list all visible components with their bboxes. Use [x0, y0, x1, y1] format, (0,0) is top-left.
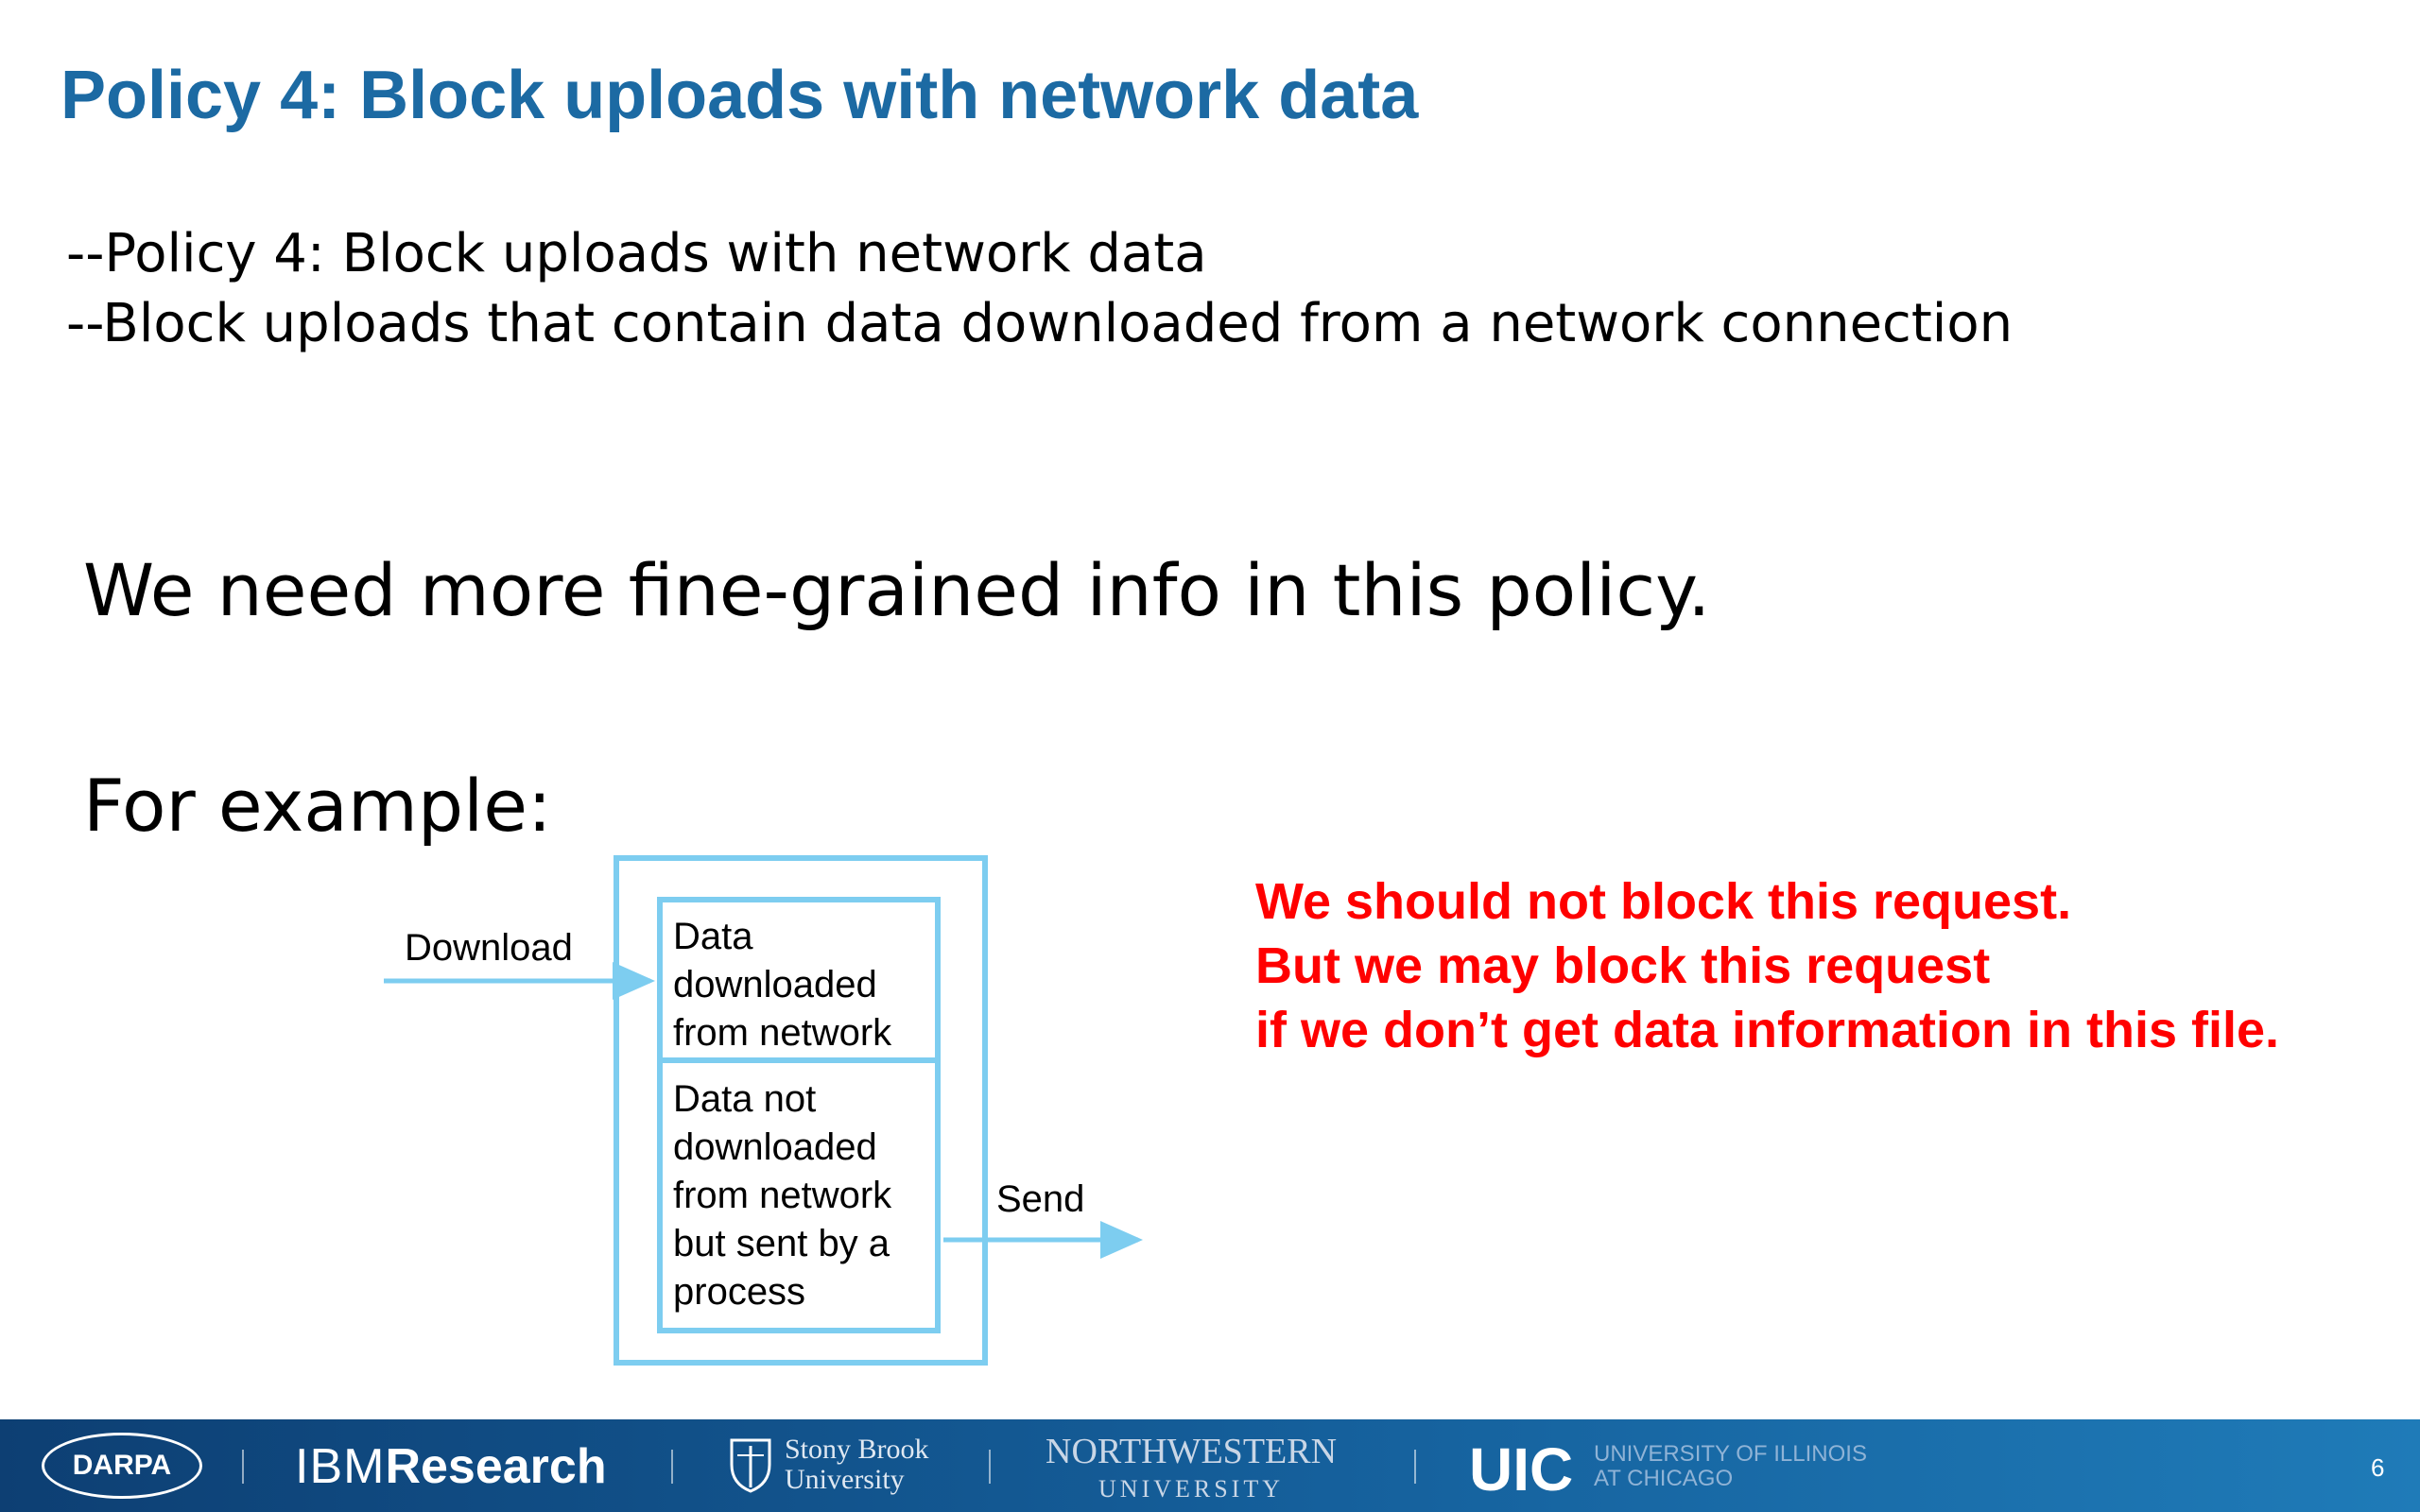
- ibm-logo-text: IBM: [295, 1439, 386, 1494]
- download-label: Download: [405, 927, 573, 969]
- bottom-box-line: Data not: [673, 1078, 817, 1120]
- northwestern-university: UNIVERSITY: [1098, 1475, 1285, 1503]
- stony-brook-shield-icon: [728, 1436, 773, 1495]
- northwestern-name: NORTHWESTERN: [1046, 1432, 1338, 1471]
- ibm-research-logo: [295, 1438, 607, 1495]
- northwestern-logo: [1046, 1433, 1337, 1508]
- bottom-box-line: downloaded: [673, 1126, 877, 1168]
- top-box-line: Data: [673, 916, 753, 957]
- bullet-item: --Policy 4: Block uploads with network data: [66, 223, 1207, 284]
- research-logo-text: Research: [385, 1439, 607, 1494]
- note-line: if we don’t get data information in this file.: [1255, 1002, 2280, 1058]
- note-line: We should not block this request.: [1255, 873, 2072, 930]
- uic-name-line: AT CHICAGO: [1594, 1466, 1734, 1491]
- stony-brook-university: University: [785, 1464, 905, 1495]
- bottom-box-line: process: [673, 1271, 806, 1313]
- note-line: But we may block this request: [1255, 937, 1991, 994]
- send-label: Send: [996, 1178, 1085, 1220]
- footer-divider: [242, 1450, 244, 1484]
- bottom-box-line: but sent by a: [673, 1223, 890, 1264]
- page-number: 6: [2371, 1453, 2385, 1482]
- bullet-item: --Block uploads that contain data downloaded from a network connection: [66, 293, 2014, 354]
- top-box-line: downloaded: [673, 964, 877, 1005]
- footer-divider: [1414, 1450, 1416, 1484]
- footer-bar: [0, 1419, 2420, 1512]
- stony-brook-logo: [785, 1435, 929, 1495]
- uic-logo: UIC: [1469, 1435, 1574, 1503]
- note-text: [1255, 869, 2279, 1062]
- example-label: For example:: [83, 764, 552, 848]
- statement-text: We need more fine-grained info in this policy.: [83, 548, 1711, 632]
- uic-name-line: UNIVERSITY OF ILLINOIS: [1594, 1441, 1867, 1467]
- slide-title: Policy 4: Block uploads with network data: [60, 58, 1419, 133]
- stony-brook-name: Stony Brook: [785, 1434, 929, 1465]
- bottom-box-line: from network: [673, 1175, 892, 1216]
- darpa-logo: DARPA: [42, 1433, 202, 1499]
- top-box-line: from network: [673, 1012, 892, 1054]
- footer-divider: [671, 1450, 673, 1484]
- footer-divider: [989, 1450, 991, 1484]
- uic-name: [1594, 1442, 1867, 1491]
